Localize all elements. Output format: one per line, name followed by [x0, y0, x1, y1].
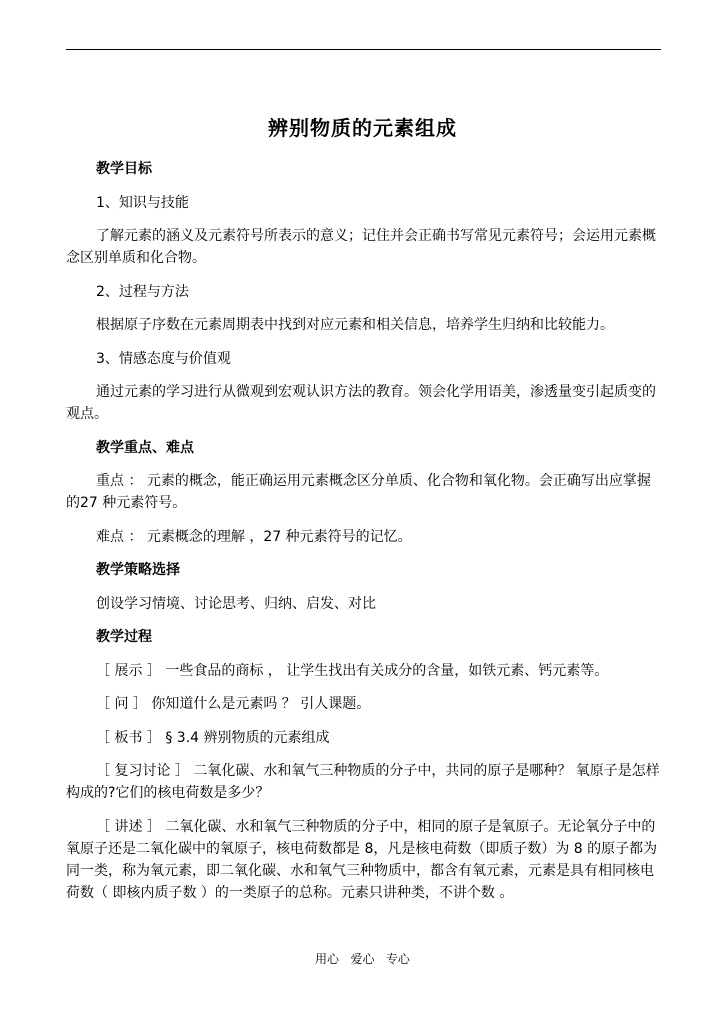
paragraph: 1、知识与技能 [96, 194, 189, 211]
heading-objectives: 教学目标 [96, 161, 152, 177]
page-footer: 用心 爱心 专心 [315, 952, 410, 966]
paragraph: ［ 问 ］ 你知道什么是元素吗 ？ 引人课题。 [96, 696, 371, 712]
header-rule [66, 49, 661, 50]
heading-process: 教学过程 [96, 629, 152, 645]
paragraph: 3、情感态度与价值观 [96, 350, 231, 367]
paragraph: 了解元素的涵义及元素符号所表示的意义；记住并会正确书写常见元素符号；会运用元素概念区别单质和化合物。 [66, 228, 656, 266]
paragraph: ［ 讲述 ］ 二氧化碳、水和氧气三种物质的分子中，相同的原子是氧原子。无论氧分子中的氧原子还是二氧化碳中的氧原子，核电荷数都是 8，凡是核电荷数（即质子数）为 8 的原子都为同一类，称为氧元素，即二氧化碳、水和氧气三种物质中，都含有氧元素，元素是具有相同核电荷数（ 即核内质子数 ）的一类原子的总称。元素只讲种类，不讲个数 。 [66, 818, 658, 901]
paragraph: ［ 板书 ］ § 3.4 辨别物质的元素组成 [96, 729, 330, 746]
paragraph: 创设学习情境、讨论思考、归纳、启发、对比 [96, 595, 376, 612]
heading-strategy: 教学策略选择 [96, 562, 180, 578]
paragraph: 2、过程与方法 [96, 283, 189, 300]
paragraph: 难点 ： 元素概念的理解 ，27 种元素符号的记忆。 [96, 528, 412, 545]
document-title: 辨别物质的元素组成 [268, 116, 457, 140]
heading-key-points: 教学重点、难点 [96, 439, 194, 456]
paragraph: 重点 ： 元素的概念，能正确运用元素概念区分单质、化合物和氧化物。会正确写出应掌握的27 种元素符号。 [66, 473, 651, 511]
paragraph: 根据原子序数在元素周期表中找到对应元素和相关信息，培养学生归纳和比较能力。 [96, 317, 614, 333]
paragraph: ［ 展示 ］ 一些食品的商标 ， 让学生找出有关成分的含量，如铁元素、钙元素等。 [96, 662, 609, 679]
paragraph: 通过元素的学习进行从微观到宏观认识方法的教育。领会化学用语美，渗透量变引起质变的观点。 [66, 384, 656, 422]
paragraph: ［ 复习讨论 ］ 二氧化碳、水和氧气三种物质的分子中，共同的原子是哪种？ 氧原子是怎样构成的?它们的核电荷数是多少？ [66, 763, 660, 801]
document-body [66, 158, 664, 915]
